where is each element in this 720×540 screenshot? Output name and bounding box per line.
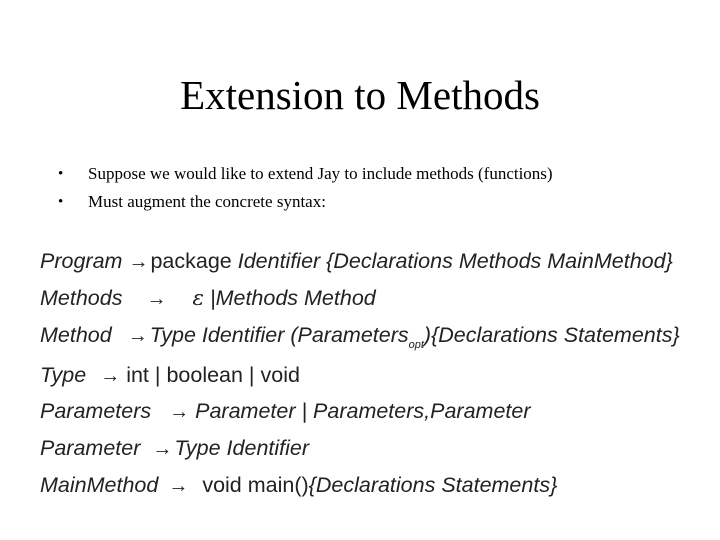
rule-rhs: |Methods Method: [210, 286, 376, 310]
rule-rhs: {Declarations Statements}: [308, 473, 558, 497]
rule-keyword: void main(): [202, 473, 309, 497]
rule-lhs: Program: [40, 249, 123, 273]
rule-rhs: Type Identifier: [174, 436, 310, 460]
opt-subscript: opt: [408, 339, 424, 351]
epsilon-symbol: ε: [192, 286, 205, 311]
rule-rhs: int | boolean | void: [126, 363, 300, 387]
bullet-list: [58, 160, 708, 216]
bullet-item: [58, 160, 708, 188]
rule-lhs: MainMethod: [40, 473, 159, 497]
rule-lhs: Type: [40, 363, 87, 387]
arrow-icon: →: [152, 438, 173, 460]
bullet-text: Must augment the concrete syntax:: [88, 192, 326, 211]
rule-rhs: Identifier {Declarations Methods MainMethod}: [237, 249, 673, 273]
rule-lhs: Parameter: [40, 436, 141, 460]
rule-rhs: Parameter | Parameters,Parameter: [195, 399, 531, 423]
rule-lhs: Method: [40, 323, 112, 347]
bullet-text: Suppose we would like to extend Jay to include methods (functions): [88, 164, 553, 183]
rule-methods: [40, 283, 376, 313]
arrow-icon: →: [168, 475, 189, 497]
rule-program: [40, 246, 673, 276]
bullet-item: [58, 188, 708, 216]
arrow-icon: →: [100, 365, 121, 387]
rule-keyword: package: [150, 249, 232, 273]
rule-type: [40, 360, 300, 390]
arrow-icon: →: [127, 325, 148, 347]
rule-parameter: [40, 433, 309, 463]
rule-parameters: [40, 396, 531, 426]
bullet-marker: •: [58, 194, 64, 210]
rule-method: [40, 320, 680, 350]
arrow-icon: →: [169, 401, 190, 423]
rule-rhs: ){Declarations Statements}: [423, 323, 680, 347]
arrow-icon: →: [146, 288, 167, 310]
rule-lhs: Parameters: [40, 399, 152, 423]
rule-lhs: Methods: [40, 286, 123, 310]
bullet-marker: •: [58, 166, 64, 182]
rule-mainmethod: [40, 470, 557, 500]
slide-title: Extension to Methods: [180, 72, 540, 118]
rule-rhs: Type Identifier (Parameters: [149, 323, 409, 347]
arrow-icon: →: [128, 251, 149, 273]
